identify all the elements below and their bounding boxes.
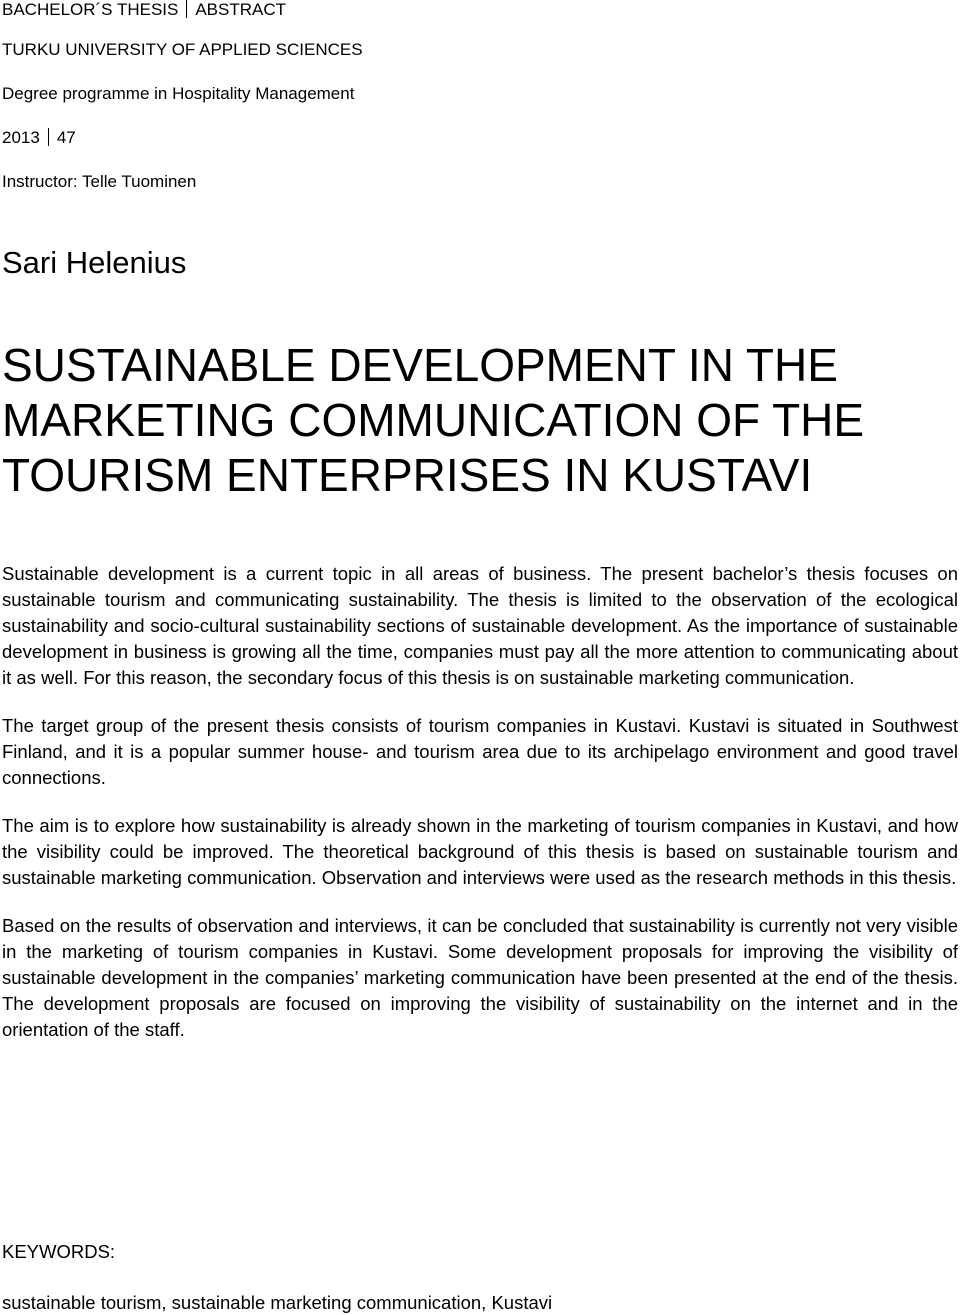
abstract-paragraph: The target group of the present thesis consists of tourism companies in Kustavi. Kustavi is situated in Southwest Finland, and it is a popular summer house- and tourism area due to its archipelago environment and good travel connections. [2, 715, 958, 788]
keywords-list: sustainable tourism, sustainable marketing communication, Kustavi [2, 1292, 553, 1313]
abstract-paragraph: Sustainable development is a current topic in all areas of business. The present bachelor’s thesis focuses on sustainable tourism and communicating sustainability. The thesis is limited to the observation of the ecological sustainability and socio-cultural sustainability sections of sustainable development. As the importance of sustainable development in business is growing all the time, companies must pay all the more attention to communicating about it as well. For this reason, the secondary focus of this thesis is on sustainable marketing communication. [2, 563, 958, 688]
abstract-body [2, 561, 958, 1065]
separator [48, 128, 49, 146]
title-line: TOURISM ENTERPRISES IN KUSTAVI [2, 449, 813, 501]
university: TURKU UNIVERSITY OF APPLIED SCIENCES [2, 40, 363, 59]
keywords-heading: KEYWORDS: [2, 1241, 116, 1262]
separator [186, 0, 187, 18]
doc-subtype: ABSTRACT [195, 0, 287, 19]
page-count: 47 [56, 128, 76, 147]
document-page [2, 0, 958, 1315]
doc-type: BACHELOR´S THESIS [2, 0, 179, 19]
abstract-paragraph: The aim is to explore how sustainability is already shown in the marketing of tourism companies in Kustavi, and how the visibility could be improved. The theoretical background of this thesis is based on sustainable tourism and sustainable marketing communication. Observation and interviews were used as the research methods in this thesis. [2, 815, 958, 888]
thesis-title [2, 338, 958, 503]
degree-programme: Degree programme in Hospitality Management [2, 84, 355, 103]
year: 2013 [2, 128, 40, 147]
year-pages-line [2, 128, 76, 148]
title-line: MARKETING COMMUNICATION OF THE [2, 394, 865, 446]
title-line: SUSTAINABLE DEVELOPMENT IN THE [2, 339, 838, 391]
instructor: Instructor: Telle Tuominen [2, 172, 197, 191]
abstract-paragraph: Based on the results of observation and interviews, it can be concluded that sustainability is currently not very visible in the marketing of tourism companies in Kustavi. Some development proposals for improving the visibility of sustainable development in the companies’ marketing communication have been presented at the end of the thesis. The development proposals are focused on improving the visibility of sustainability on the internet and in the orientation of the staff. [2, 915, 958, 1040]
author-name: Sari Helenius [2, 245, 187, 280]
doc-type-line [2, 0, 286, 20]
